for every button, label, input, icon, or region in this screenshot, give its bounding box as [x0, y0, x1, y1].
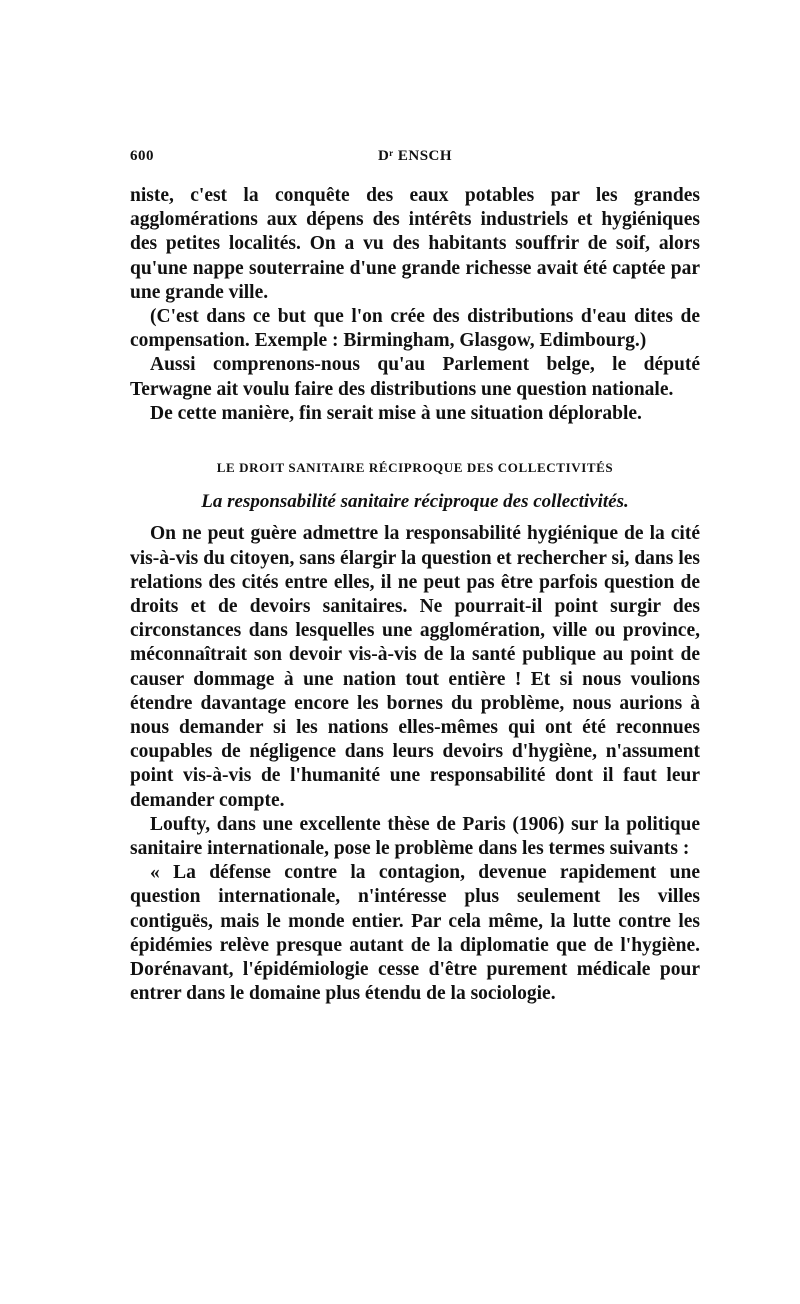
paragraph-continuation: niste, c'est la conquête des eaux potables par les grandes agglomérations aux dépens des intérêts industriels et hygiéniques des petites localités. On a vu des habitants souffrir de soif, alors qu'une nappe souterraine d'une grande richesse avait été captée par une grande ville.	[130, 185, 700, 303]
body-text	[130, 184, 700, 1007]
running-head	[130, 140, 700, 164]
paragraph-compensation: (C'est dans ce but que l'on crée des distributions d'eau dites de compensation. Exemple : Birmingham, Glasgow, Edimbourg.)	[130, 306, 700, 352]
paragraph-responsibility: On ne peut guère admettre la responsabilité hygiénique de la cité vis-à-vis du citoyen, sans élargir la question et rechercher si, dans les relations des cités entre elles, il ne peut pas être parfois question de droits et de devoirs sanitaires. Ne pourrait-il point surgir des circonstances dans lesquelles une agglomération, ville ou province, méconnaîtrait son devoir vis-à-vis de la santé publique au point de causer dommage à une nation tout entière ! Et si nous voulions étendre davantage encore les bornes du problème, nous aurions à nous demander si les nations elles-mêmes qui ont été reconnues coupables de négligence dans leurs devoirs d'hygiène, n'assument point vis-à-vis de l'humanité une responsabilité dont il faut leur demander compte.	[130, 523, 700, 811]
paragraph-conclusion: De cette manière, fin serait mise à une situation déplorable.	[150, 402, 642, 424]
paragraph-parliament: Aussi comprenons-nous qu'au Parlement belge, le député Terwagne ait voulu faire des distributions une question nationale.	[130, 354, 700, 400]
section-subheading: La responsabilité sanitaire réciproque des collectivités.	[201, 491, 629, 513]
book-page	[130, 140, 700, 1007]
page-number: 600	[130, 148, 154, 164]
paragraph-loufty: Loufty, dans une excellente thèse de Paris (1906) sur la politique sanitaire internationale, pose le problème dans les termes suivants :	[130, 813, 700, 860]
section-heading: LE DROIT SANITAIRE RÉCIPROQUE DES COLLECTIVITÉS	[216, 460, 614, 476]
running-title: Dʳ ENSCH	[377, 148, 453, 164]
paragraph-quotation: « La défense contre la contagion, devenue rapidement une question internationale, n'intéresse plus seulement les villes contiguës, mais le monde entier. Par cela même, la lutte contre les épidémies relève presque autant de la diplomatie que de l'hygiène. Dorénavant, l'épidémiologie cesse d'être purement médicale pour entrer dans le domaine plus étendu de la sociologie.	[130, 862, 700, 1005]
